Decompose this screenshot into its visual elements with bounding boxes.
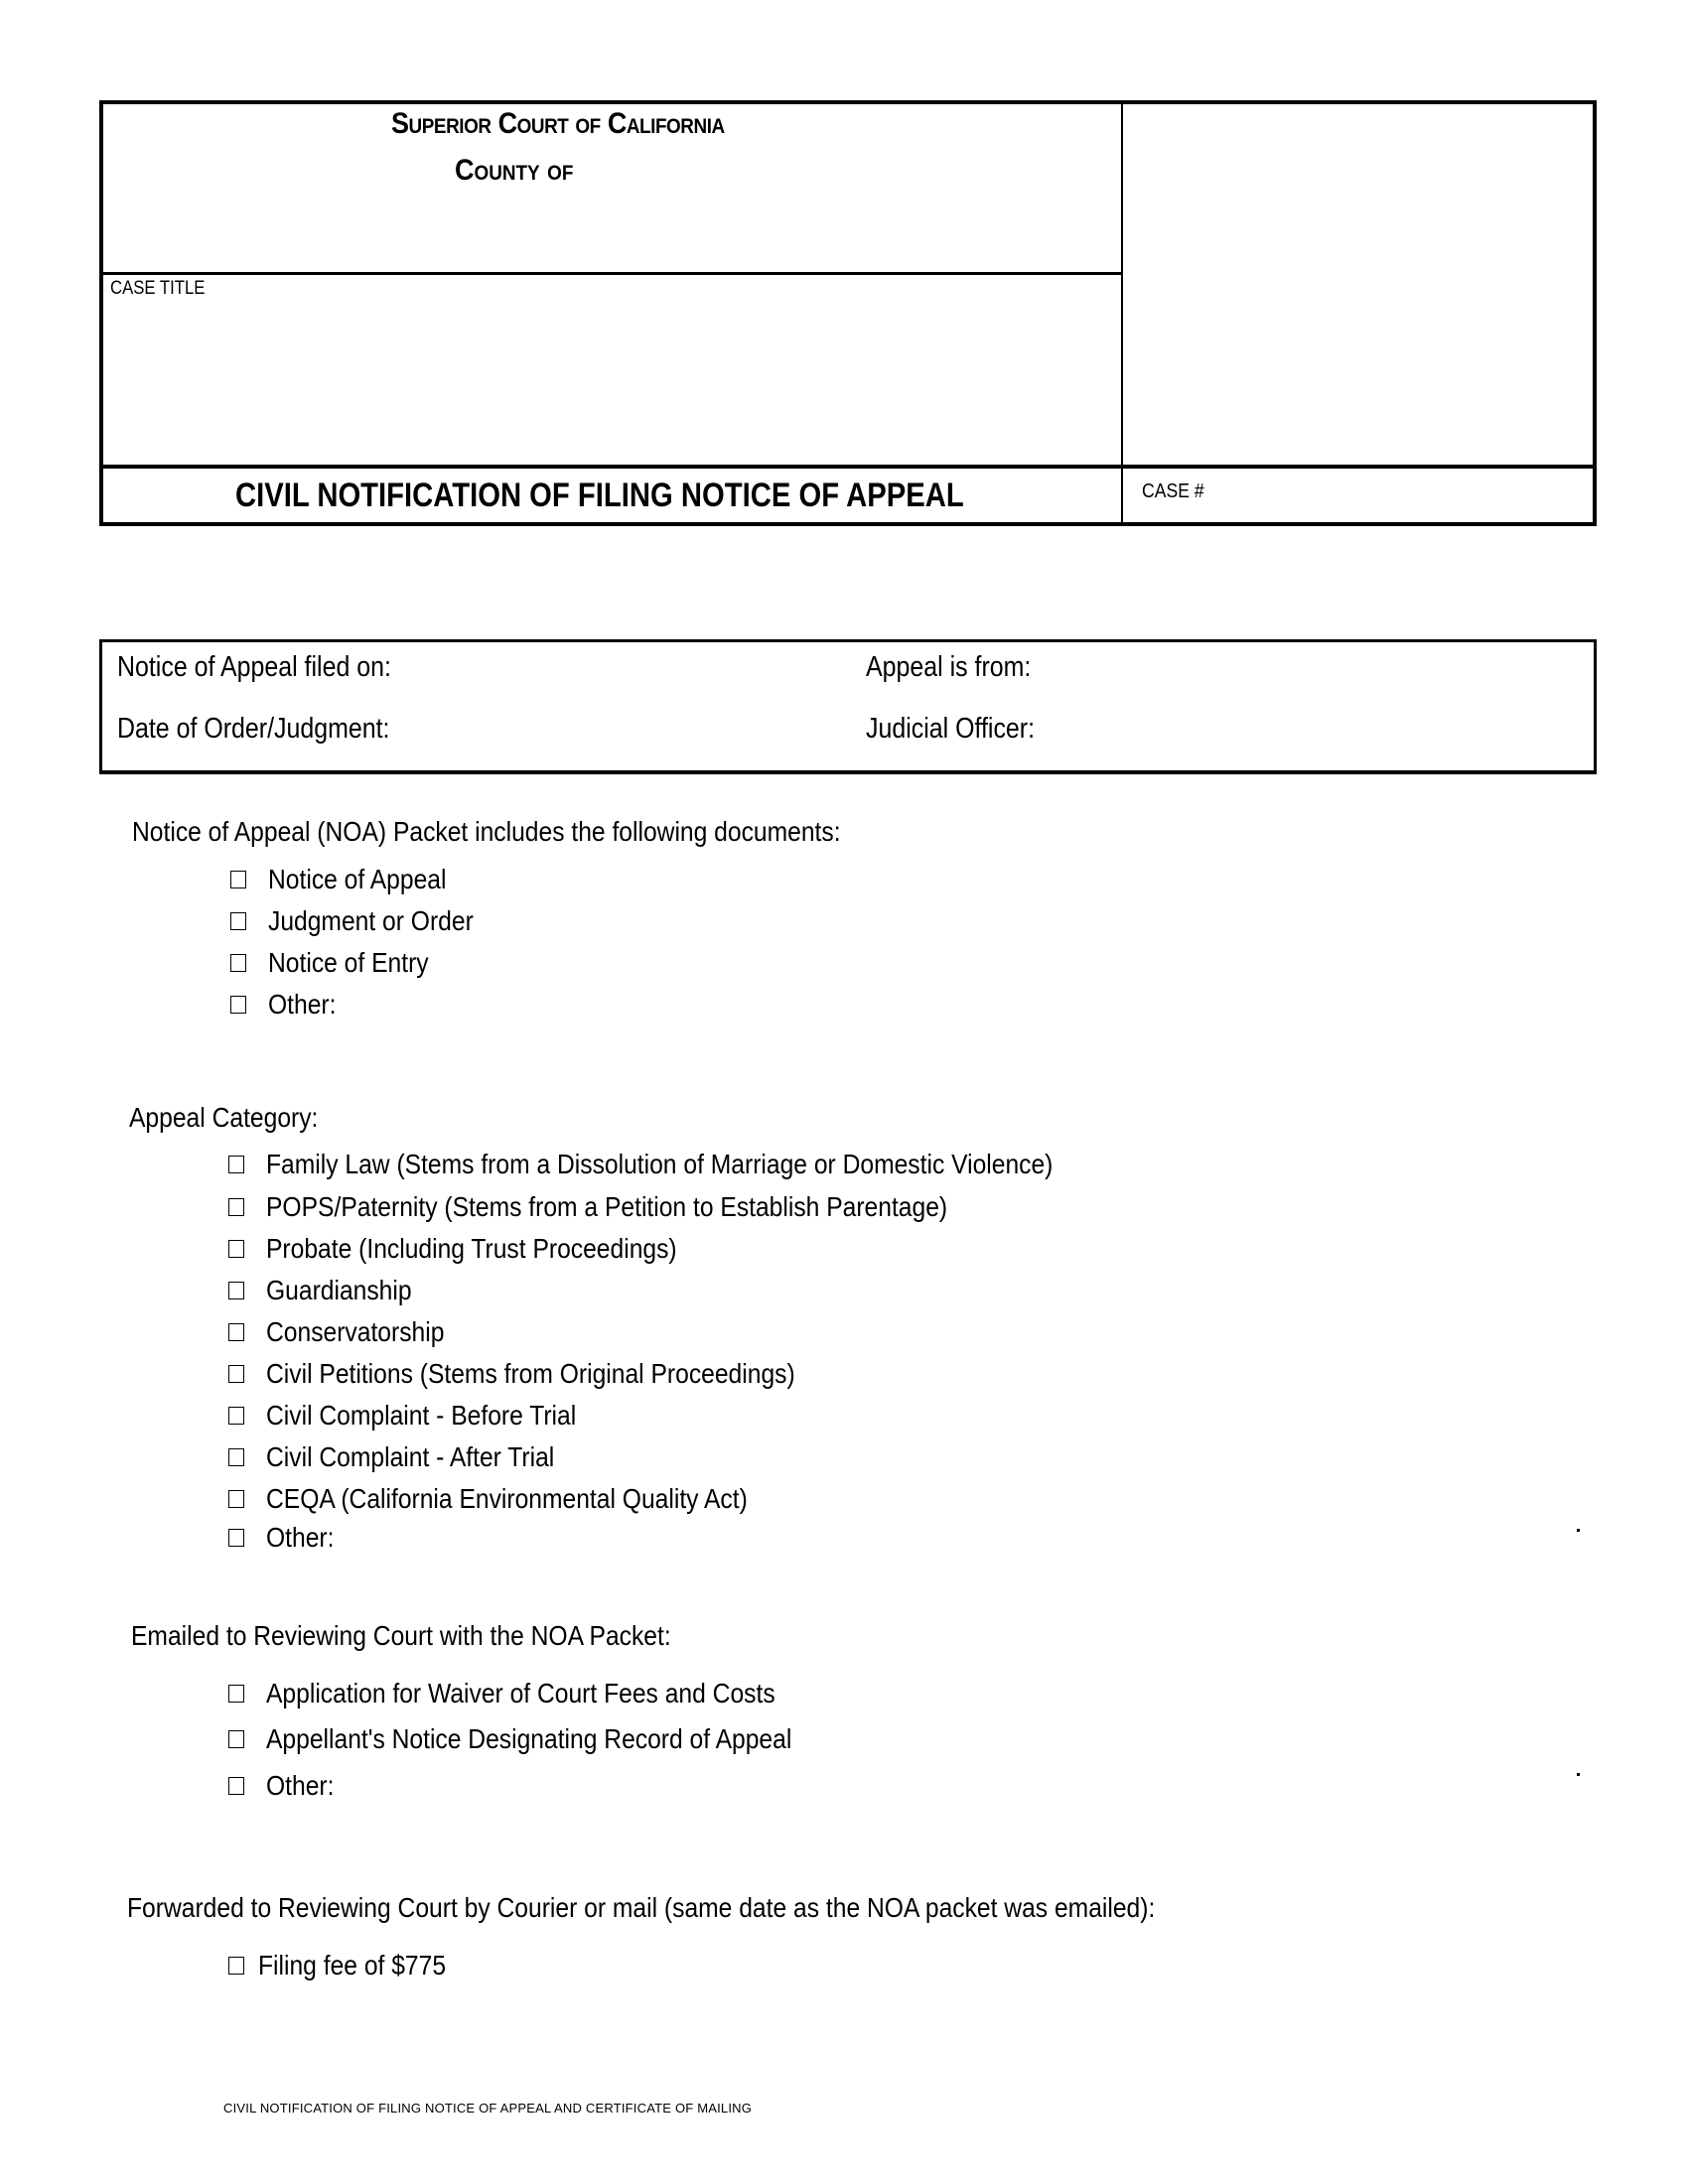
judicial-officer-label: Judicial Officer: (866, 713, 1036, 745)
form-title-divider (99, 465, 1597, 469)
checkbox[interactable] (228, 1490, 244, 1508)
court-name: Superior Court of California (391, 107, 725, 140)
line-end-mark (1577, 1529, 1580, 1532)
checkbox[interactable] (228, 1198, 244, 1216)
category-item-ceqa[interactable]: CEQA (California Environmental Quality Act) (228, 1483, 813, 1515)
category-item-civil-complaint-before-trial[interactable]: Civil Complaint - Before Trial (228, 1400, 619, 1432)
category-item-other[interactable]: Other: (228, 1522, 344, 1554)
emailed-item-other[interactable]: Other: (228, 1770, 344, 1802)
checkbox[interactable] (228, 1365, 244, 1383)
packet-item-notice-of-appeal[interactable]: Notice of Appeal (230, 864, 471, 895)
checkbox[interactable] (228, 1957, 244, 1975)
checkbox[interactable] (228, 1730, 244, 1748)
packet-heading: Notice of Appeal (NOA) Packet includes the following documents: (132, 816, 841, 847)
checkbox[interactable] (230, 912, 246, 930)
caption-vertical-divider (1121, 100, 1123, 526)
emailed-item-designating-record[interactable]: Appellant's Notice Designating Record of Appeal (228, 1723, 864, 1755)
checkbox[interactable] (228, 1685, 244, 1703)
page-footer: CIVIL NOTIFICATION OF FILING NOTICE OF APPEAL AND CERTIFICATE OF MAILING (223, 2101, 753, 2116)
checkbox[interactable] (228, 1156, 244, 1173)
line-end-mark (1577, 1773, 1580, 1776)
case-title-label: CASE TITLE (110, 278, 206, 299)
category-item-family-law[interactable]: Family Law (Stems from a Dissolution of Marriage or Domestic Violence) (228, 1149, 1160, 1180)
forwarded-item-filing-fee[interactable]: Filing fee of $775 (228, 1950, 472, 1981)
checkbox[interactable] (230, 954, 246, 972)
appeal-from-label: Appeal is from: (866, 651, 1032, 683)
category-item-guardianship[interactable]: Guardianship (228, 1275, 432, 1306)
category-item-civil-complaint-after-trial[interactable]: Civil Complaint - After Trial (228, 1441, 594, 1473)
packet-item-notice-of-entry[interactable]: Notice of Entry (230, 947, 451, 979)
checkbox[interactable] (228, 1407, 244, 1425)
packet-item-judgment-or-order[interactable]: Judgment or Order (230, 905, 501, 937)
checkbox[interactable] (228, 1448, 244, 1466)
checkbox[interactable] (228, 1529, 244, 1547)
date-of-order-label: Date of Order/Judgment: (117, 713, 390, 745)
emailed-item-fee-waiver[interactable]: Application for Waiver of Court Fees and Costs (228, 1678, 845, 1709)
checkbox[interactable] (228, 1777, 244, 1795)
category-item-pops-paternity[interactable]: POPS/Paternity (Stems from a Petition to Establish Parentage) (228, 1191, 1041, 1223)
emailed-heading: Emailed to Reviewing Court with the NOA Packet: (131, 1620, 671, 1651)
noa-filed-on-label: Notice of Appeal filed on: (117, 651, 391, 683)
category-item-probate[interactable]: Probate (Including Trust Proceedings) (228, 1233, 733, 1265)
checkbox[interactable] (228, 1323, 244, 1341)
checkbox[interactable] (230, 996, 246, 1014)
checkbox[interactable] (228, 1282, 244, 1299)
clerk-stamp-area[interactable] (1125, 104, 1593, 464)
case-number-label: CASE # (1142, 480, 1204, 502)
case-title-field[interactable] (103, 304, 1120, 463)
forwarded-heading: Forwarded to Reviewing Court by Courier or mail (same date as the NOA packet was emailed): (127, 1892, 1156, 1923)
category-item-civil-petitions[interactable]: Civil Petitions (Stems from Original Proceedings) (228, 1358, 867, 1390)
form-title: CIVIL NOTIFICATION OF FILING NOTICE OF APPEAL (235, 477, 964, 514)
case-number-field[interactable] (1231, 473, 1589, 520)
category-item-conservatorship[interactable]: Conservatorship (228, 1316, 469, 1348)
category-heading: Appeal Category: (129, 1102, 319, 1133)
case-title-divider (99, 272, 1123, 275)
county-label: County of (455, 154, 574, 187)
checkbox[interactable] (230, 871, 246, 888)
packet-item-other[interactable]: Other: (230, 989, 346, 1021)
checkbox[interactable] (228, 1240, 244, 1258)
